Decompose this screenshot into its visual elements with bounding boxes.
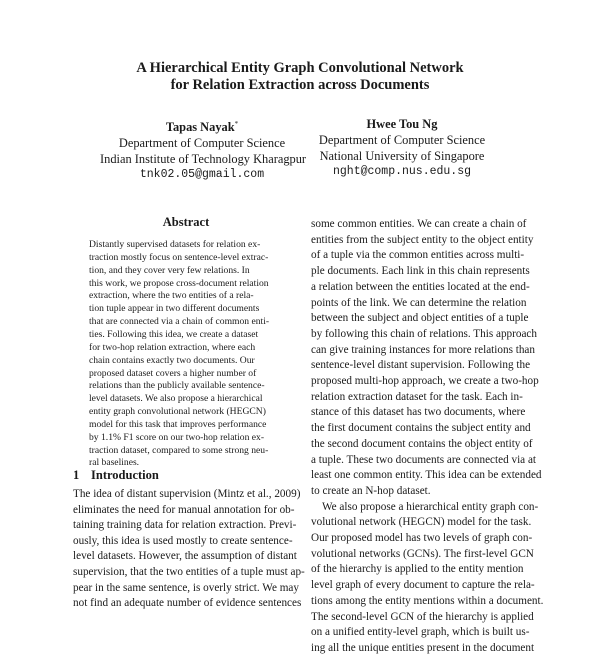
text-line: level graph of every document to capture the rela- — [311, 579, 535, 592]
text-line: ously, this idea is used mostly to create sentence- — [73, 534, 293, 547]
text-line: the first document contains the subject entity and — [311, 422, 531, 435]
text-line: that are connected via a chain of common enti- — [89, 316, 270, 328]
text-line: eliminates the need for manual annotation for ob- — [73, 503, 295, 516]
author-department: Department of Computer Science — [118, 136, 286, 151]
paper-title — [0, 60, 600, 94]
text-line: Our proposed model has two levels of graph con- — [311, 532, 533, 544]
text-line: The second-level GCN of the hierarchy is applied — [311, 610, 534, 623]
text-line: entity graph convolutional network (HEGCN) — [89, 406, 266, 418]
text-line: points of the link. We can determine the relation — [311, 296, 527, 309]
text-line: taining training data for relation extraction. Previ- — [73, 519, 297, 532]
text-line: level datasets. We also propose a hierarchical — [89, 393, 263, 405]
text-line: a tuple. These two documents are connected via at — [311, 453, 537, 466]
text-line: model for this task that improves performance — [89, 418, 267, 430]
title-line: for Relation Extraction across Documents — [170, 77, 430, 93]
section-heading-introduction — [73, 468, 159, 483]
text-line: for two-hop relation extraction, where each — [89, 341, 256, 353]
title-line: A Hierarchical Entity Graph Convolutional Network — [136, 60, 464, 76]
text-line: least one common entity. This idea can be extended — [311, 469, 542, 482]
text-line: ties. Following this idea, we create a dataset — [89, 328, 259, 340]
author-block — [318, 116, 486, 180]
text-line: extraction, where the two entities of a rela- — [89, 290, 254, 302]
text-line: traction mostly focus on sentence-level extrac- — [89, 251, 269, 263]
section-title: Introduction — [91, 468, 159, 482]
text-line: tions among the entity mentions within a document. — [311, 594, 544, 607]
text-line: proposed multi-hop approach, we create a two-hop — [311, 375, 539, 387]
text-line: by following this chain of relations. This approach — [311, 327, 537, 340]
text-line: stance of this dataset has two documents, where — [311, 406, 526, 419]
author-block — [100, 116, 307, 183]
text-line: of the hierarchy is applied to the entity mention — [311, 563, 524, 576]
text-line: traction dataset, compared to some strong neu- — [89, 444, 269, 456]
text-line: relations than the publicly available sentence- — [89, 380, 265, 392]
text-line: some common entities. We can create a chain of — [311, 218, 527, 230]
author-department: Department of Computer Science — [318, 133, 486, 147]
text-line: the second document contains the object entity of — [311, 437, 533, 450]
text-line: proposed dataset covers a higher number of — [89, 367, 257, 379]
text-line: We also propose a hierarchical entity graph con- — [322, 500, 539, 513]
text-line: entities from the subject entity to the object entity — [311, 233, 534, 246]
text-line: between the subject and object entities of a tuple — [311, 312, 529, 325]
text-line: tion, and they cover very few relations. In — [89, 264, 250, 276]
author-name: Hwee Tou Ng — [366, 117, 438, 131]
text-line: volutional network (HEGCN) model for the task. — [311, 516, 532, 529]
text-line: by 1.1% F1 score on our two-hop relation ex- — [89, 431, 265, 443]
text-line: The idea of distant supervision (Mintz et al., 2009) — [73, 488, 301, 500]
text-line: chain contains exactly two documents. Our — [89, 354, 255, 366]
text-line: level datasets. However, the assumption of distant — [73, 550, 297, 563]
text-line: this work, we propose cross-document relation — [89, 277, 269, 289]
text-line: tion tuple appear in two different documents — [89, 303, 260, 315]
section-number: 1 — [73, 468, 80, 482]
text-line: volutional networks (GCNs). The first-level GCN — [311, 547, 534, 560]
text-line: not find an adequate number of evidence sentences — [73, 597, 302, 610]
author-email[interactable]: tnk02.05@gmail.com — [139, 168, 265, 182]
text-line: to create an N-hop dataset. — [311, 484, 431, 497]
text-line: relation extraction dataset for the task. Each in- — [311, 390, 523, 403]
text-line: can give training instances for more relations than — [311, 343, 535, 356]
text-line: ing all the unique entities present in the document — [311, 641, 535, 654]
author-footnote-mark: * — [234, 120, 239, 128]
text-line: pear in the same sentence, is overly strict. We may — [73, 581, 299, 594]
author-email[interactable]: nght@comp.nus.edu.sg — [332, 165, 472, 178]
abstract-heading: Abstract — [162, 215, 210, 229]
author-affiliation: National University of Singapore — [319, 149, 485, 163]
author-affiliation: Indian Institute of Technology Kharagpur — [100, 152, 307, 167]
text-line: of a tuple via the common entities across multi- — [311, 249, 525, 262]
text-line: Distantly supervised datasets for relation ex- — [89, 239, 261, 250]
text-line: ral baselines. — [89, 457, 140, 469]
text-line: on a unified entity-level graph, which is built us- — [311, 626, 530, 639]
text-line: ple documents. Each link in this chain represents — [311, 265, 530, 278]
text-line: supervision, that the two entities of a tuple must ap- — [73, 566, 305, 578]
author-name: Tapas Nayak* — [165, 120, 239, 135]
text-line: sentence-level distant supervision. Following the — [311, 359, 531, 372]
text-line: a relation between the entities located at the end- — [311, 280, 530, 293]
